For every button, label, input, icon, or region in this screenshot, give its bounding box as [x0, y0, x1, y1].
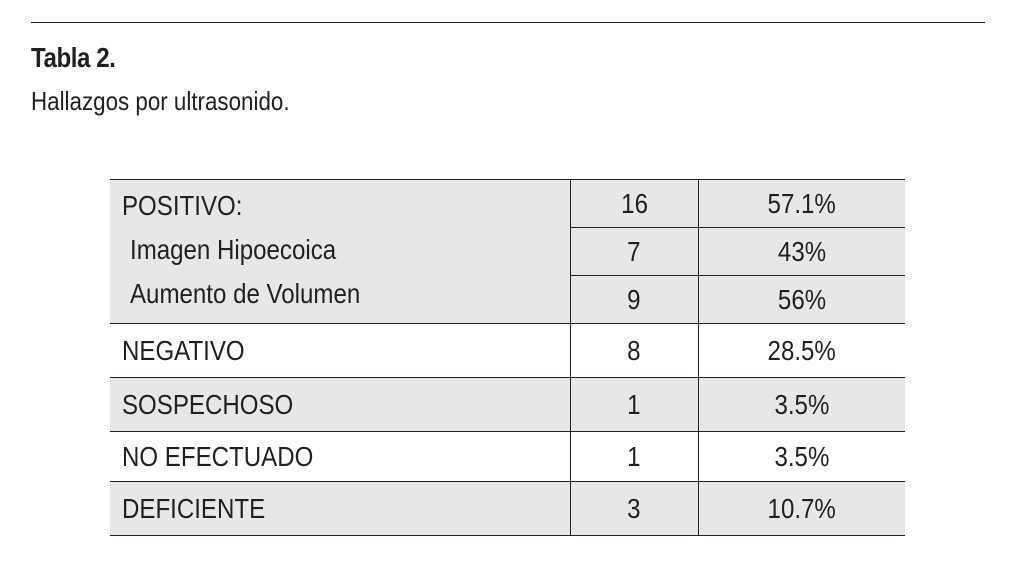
positivo-label: POSITIVO: [122, 190, 243, 221]
row-count-cell [570, 324, 698, 378]
table-row [110, 324, 905, 378]
aumento-volumen-pct: 56% [777, 283, 826, 315]
imagen-hipoecoica-count-cell [570, 228, 698, 276]
row-label-cell [110, 324, 570, 378]
row-label: NO EFECTUADO [122, 440, 314, 472]
positivo-pct-cell [698, 180, 905, 228]
row-count-cell [570, 432, 698, 482]
row-pct: 3.5% [774, 440, 830, 472]
row-pct: 28.5% [767, 334, 836, 366]
row-count: 1 [627, 440, 641, 472]
row-pct-cell [698, 324, 905, 378]
row-count: 1 [627, 388, 641, 420]
row-count: 3 [627, 492, 641, 524]
positivo-count-cell [570, 180, 698, 228]
table-row [110, 432, 905, 482]
row-count-cell [570, 378, 698, 432]
row-pct-cell [698, 482, 905, 536]
positivo-label-cell [110, 180, 570, 324]
row-pct: 10.7% [767, 492, 836, 524]
row-pct-cell [698, 378, 905, 432]
row-pct-cell [698, 432, 905, 482]
row-label-cell [110, 432, 570, 482]
row-count-cell [570, 482, 698, 536]
row-label: SOSPECHOSO [122, 388, 294, 420]
aumento-volumen-count-cell [570, 276, 698, 324]
imagen-hipoecoica-count: 7 [627, 235, 641, 267]
table-row [110, 482, 905, 536]
imagen-hipoecoica-pct-cell [698, 228, 905, 276]
table-row [110, 378, 905, 432]
table-caption: Hallazgos por ultrasonido. [31, 86, 290, 116]
table-row-positivo-total [110, 180, 905, 228]
row-label: DEFICIENTE [122, 492, 266, 524]
top-rule [31, 22, 985, 23]
row-label-cell [110, 482, 570, 536]
row-count: 8 [627, 334, 641, 366]
aumento-volumen-pct-cell [698, 276, 905, 324]
positivo-count: 16 [620, 187, 648, 219]
findings-table [110, 179, 905, 536]
aumento-volumen-label: Aumento de Volumen [130, 278, 361, 309]
imagen-hipoecoica-pct: 43% [777, 235, 826, 267]
imagen-hipoecoica-label: Imagen Hipoecoica [130, 234, 337, 265]
positivo-pct: 57.1% [767, 187, 836, 219]
row-pct: 3.5% [774, 388, 830, 420]
row-label: NEGATIVO [122, 334, 245, 366]
aumento-volumen-count: 9 [627, 283, 641, 315]
row-label-cell [110, 378, 570, 432]
table-title: Tabla 2. [31, 42, 116, 73]
